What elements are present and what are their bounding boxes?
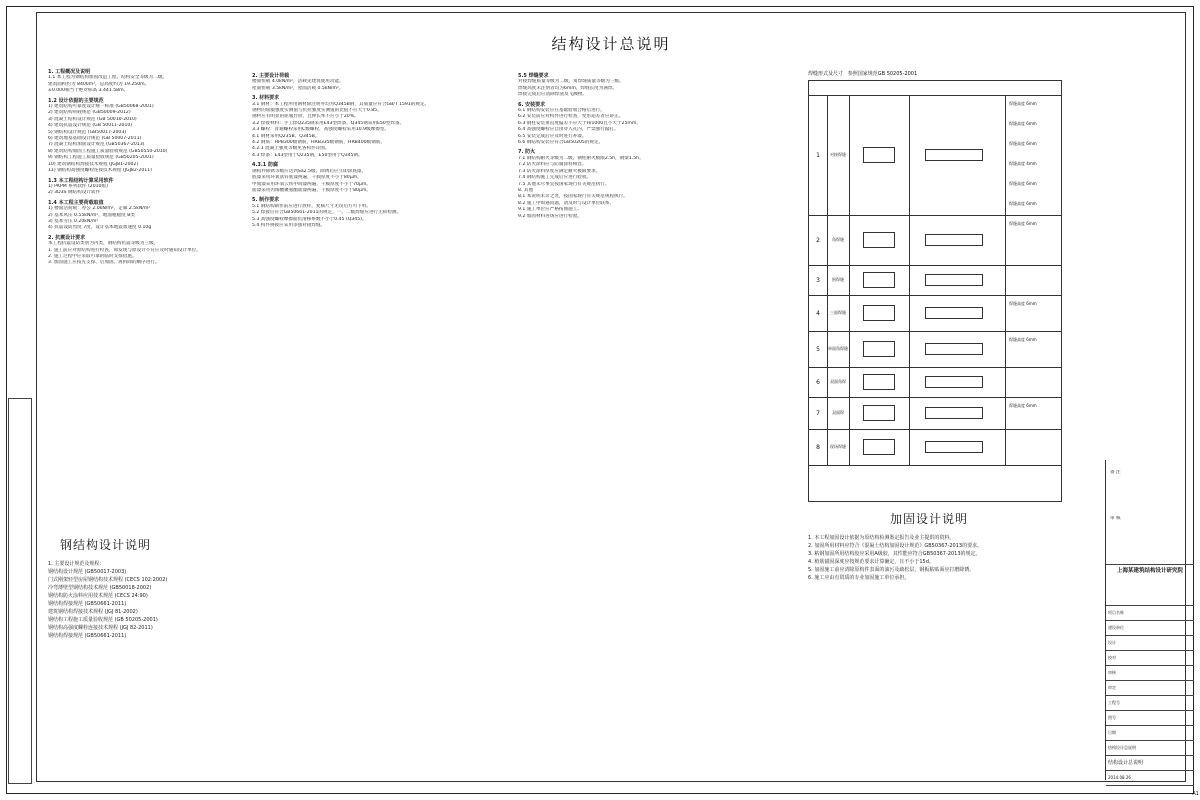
weld-row-name: 双面角焊 (827, 367, 850, 397)
section-heading: 7. 防火 (518, 149, 536, 156)
weld-row (809, 367, 1061, 398)
title-block-cell: 审定 (1106, 681, 1194, 696)
notes-column-3 (518, 70, 798, 220)
note-line: 3.3 螺栓：普通螺栓采用C级螺栓，高强度螺栓采用10.9级摩擦型。 (252, 127, 390, 133)
title-block-cell: 工程号 (1106, 696, 1194, 711)
weld-shape-icon (863, 272, 895, 288)
title-block-org: 上海某建筑结构设计研究院 (1106, 564, 1194, 606)
section-heading: 1.3 本工程结构计算采用软件 (48, 177, 114, 184)
weld-section-sketch (849, 95, 910, 215)
note-line: 8.2 施工中如遇问题，请及时与设计单位联系。 (518, 200, 615, 206)
section-heading: 5. 制作要求 (252, 197, 280, 204)
weld-row-name: 三面焊缝 (827, 295, 850, 331)
weld-table (808, 80, 1062, 502)
weld-shape-icon (863, 147, 895, 163)
section-heading: 6. 安装要求 (518, 101, 546, 108)
note-line: 钢结构工程施工质量验收规范 (GB 50205-2001) (48, 617, 158, 623)
section-heading: 5.5 焊缝要求 (518, 73, 549, 79)
note-line: 1) PKPM 系列软件 (2010版) (48, 183, 108, 189)
weld-row-name: 现场焊缝 (827, 429, 850, 465)
drawing-name: 结构设计总说明 (1106, 756, 1194, 771)
weld-row-name: 单面角焊缝 (827, 331, 850, 367)
weld-row (809, 331, 1061, 368)
note-line: 钢结构防火涂料应用技术规范 (CECS 24:90) (48, 593, 148, 599)
note-line: 6.2 安装前应对构件进行检查，变形超差者应矫正。 (518, 114, 624, 120)
note-line: 面漆采用丙烯酸聚氨酯面漆两遍，干膜厚度不小于80μm。 (252, 187, 371, 193)
weld-detail-sketch (909, 95, 1006, 215)
note-line: 7.1 钢结构耐火等级为二级，钢柱耐火极限2.5h，钢梁1.5h。 (518, 155, 644, 161)
note-line: 8. 其他 (518, 187, 534, 193)
title-block-cell: 校对 (1106, 651, 1194, 666)
weld-shape-icon (863, 305, 895, 321)
note-line: 9.2 加固材料进场应进行检验。 (518, 213, 582, 219)
weld-note: 焊缝高度 6mm (1009, 301, 1037, 306)
section-heading: 1. 工程概况及说明 (48, 69, 91, 75)
weld-row-number: 1 (809, 95, 828, 215)
weld-row-number: 3 (809, 265, 828, 295)
note-line: 2. 施工过程中应采取可靠的临时支撑措施。 (48, 253, 137, 259)
title-block (1105, 460, 1194, 780)
weld-symbol-icon (925, 274, 983, 286)
weld-row-name: 角焊缝 (827, 215, 850, 265)
note-line: 2) 基本风压 0.55kN/m²，地面粗糙度 B类 (48, 212, 135, 218)
note-line: 5.2 焊接应符合GB50661-2011的规定，一、二级焊缝应进行无损检测。 (252, 210, 402, 216)
section-heading: 4.3.1 防腐 (252, 162, 278, 169)
weld-note: 焊缝高度 6mm (1009, 221, 1037, 226)
page-number: A1 (1192, 791, 1199, 797)
weld-table-head-row (809, 81, 1061, 96)
weld-symbol-icon (925, 441, 983, 453)
weld-section-sketch (849, 295, 910, 331)
note-line: 3. 加固施工应按先支撑、后加固、再拆除的顺序进行。 (48, 260, 160, 266)
note-line: 4.1 钢材采用Q235B、Q345B。 (252, 133, 320, 139)
weld-shape-icon (863, 374, 895, 390)
weld-row-name: 围焊缝 (827, 265, 850, 295)
weld-row-number: 7 (809, 397, 828, 429)
reinforce-notes (808, 534, 1058, 582)
weld-row-name: 双面焊 (827, 397, 850, 429)
weld-row (809, 265, 1061, 296)
weld-symbol-icon (925, 343, 983, 355)
note-line: 6.1 钢结构安装应在基础验收合格后进行。 (518, 108, 605, 114)
note-line: 7.2 防火涂料应与防腐涂料相容。 (518, 162, 587, 168)
note-line: 焊缝高度未注明者均为6mm，焊缝长度为满焊。 (518, 85, 618, 91)
note-line: 4) 建筑抗震设计规范 (GB 50011-2010) (48, 123, 133, 129)
note-line: 1.1 本工程为钢结构加固改造工程，结构安全等级为二级。 (48, 75, 168, 81)
title-block-cell: 建设单位 (1106, 621, 1194, 636)
title-block-cell: 项目名称 (1106, 606, 1194, 621)
section-heading: 1.4 本工程主要荷载取值 (48, 199, 104, 206)
note-line: 钢材的屈服强度实测值与抗拉强度实测值的比值不应大于0.85。 (252, 108, 382, 114)
note-line: 钢结构高强度螺栓连接技术规程 (JGJ 82-2011) (48, 625, 153, 631)
note-line: ±0.000相当于绝对标高 3.441.58m。 (48, 88, 129, 94)
title-block-cell: 日期 (1106, 726, 1194, 741)
note-line: 本工程抗震设防类别为丙类，钢结构抗震等级为三级。 (48, 241, 159, 247)
weld-note: 焊缝高度 6mm (1009, 121, 1037, 126)
note-line: 6.5 安装完成后应及时进行补漆。 (518, 133, 587, 139)
weld-symbol-icon (925, 307, 983, 319)
title-block-cell: 结构设计总说明 (1106, 741, 1194, 756)
note-line: 4.2.1 混凝土强度等级见各构件详图。 (252, 146, 330, 152)
note-line: 9) 钢结构工程施工质量验收规范 (GB50205-2001) (48, 155, 154, 161)
note-line: 7.4 钢结构施工完成后应进行验收。 (518, 175, 592, 181)
note-line: 6. 施工应由有资质的专业加固施工单位承担。 (808, 575, 910, 581)
note-line: 4.2 钢筋：HPB300级钢筋，HRB335级钢筋，HRB400级钢筋。 (252, 140, 385, 146)
note-line: 6) 建筑地基基础设计规范 (GB 50007-2011) (48, 136, 142, 142)
weld-row-number: 4 (809, 295, 828, 331)
weld-symbol-icon (925, 234, 983, 246)
weld-section-sketch (849, 429, 910, 465)
weld-shape-icon (863, 232, 895, 248)
weld-detail-sketch (909, 265, 1006, 295)
weld-section-sketch (849, 265, 910, 295)
weld-detail-sketch (909, 295, 1006, 331)
note-line: 焊接完成后应清除焊渣及飞溅物。 (518, 92, 587, 98)
weld-row-name: 对接焊缝 (827, 95, 850, 215)
remark-label: 备 注 (1110, 470, 1121, 475)
weld-table-header: 焊缝形式及尺寸 参照国家规范GB 50205-2001 (808, 71, 918, 77)
weld-shape-icon (863, 439, 895, 455)
weld-row (809, 215, 1061, 266)
note-line: 6.4 高强度螺栓应自由穿入孔内，严禁强行敲打。 (518, 127, 619, 133)
review-label: 审 核 (1110, 516, 1121, 522)
note-line: 底漆采用环氧富锌底漆两遍，干膜厚度不小于80μm。 (252, 175, 362, 181)
section-heading: 1.2 设计依据的主要规范 (48, 97, 104, 104)
weld-note: 焊缝高度 6mm (1009, 141, 1037, 146)
weld-note: 焊缝高度 4mm (1009, 161, 1037, 166)
weld-section-sketch (849, 367, 910, 397)
note-line: 钢构件除锈等级应达到Sa2.5级，除锈后应立即涂底漆。 (252, 168, 367, 174)
weld-note: 焊缝高度 6mm (1009, 101, 1037, 106)
note-line: 7.3 防火涂料厚度应满足耐火极限要求。 (518, 168, 601, 174)
weld-symbol-icon (925, 149, 983, 161)
notes-column-2 (252, 70, 507, 229)
note-line: 钢结构设计规范 (GB50017-2003) (48, 569, 127, 575)
note-line: 钢结构焊接规范 (GB50661-2011) (48, 633, 127, 639)
note-line: 8.1 本说明未详之处，按国家现行有关规范规程执行。 (518, 194, 628, 200)
note-line: 6.3 钢柱安装垂直度偏差不应大于H/1000且不大于25mm。 (518, 120, 641, 126)
weld-section-sketch (849, 215, 910, 265)
weld-shape-icon (863, 405, 895, 421)
note-line: 6.6 钢结构安装应符合GB50205的规定。 (518, 140, 604, 146)
note-line: 1. 本工程加固设计依据为原结构检测鉴定报告及业主提供的资料。 (808, 535, 955, 541)
note-line: 对接焊缝质量等级为二级，角焊缝质量等级为三级。 (518, 79, 624, 85)
note-line: 1. 主要设计规范及规程： (48, 561, 105, 567)
note-line: 屋面恒载 3.5kN/m²，屋面活载 0.5kN/m²。 (252, 85, 344, 91)
weld-row-number: 6 (809, 367, 828, 397)
note-line: 3.2 焊接材料：手工焊Q235钢采用E43型焊条，Q345钢采用E50型焊条。 (252, 120, 405, 126)
weld-note: 焊缝高度 6mm (1009, 403, 1037, 408)
weld-row (809, 429, 1061, 466)
note-line: 11) 钢结构高强度螺栓连接技术规程 (JGJ82-2011) (48, 168, 152, 174)
weld-row (809, 95, 1061, 216)
note-line: 1) 楼面活荷载：办公 2.0kN/m²，走廊 2.5kN/m² (48, 206, 151, 212)
weld-note: 焊缝高度 6mm (1009, 337, 1037, 342)
note-line: 8) 建筑结构加固工程施工质量验收规范 (GB50550-2010) (48, 148, 168, 154)
note-line: 3.1 钢材：本工程所用钢材除注明外均为Q345B钢，其质量应符合GB/T 1591的规定。 (252, 101, 430, 107)
weld-note: 焊缝高度 6mm (1009, 201, 1037, 206)
note-line: 3) 混凝土结构设计规范 (GB 50010-2010) (48, 116, 137, 122)
steel-notes (48, 560, 248, 640)
note-line: 4) 抗震设防烈度 7度，设计基本地震加速度 0.10g (48, 225, 152, 231)
weld-row-number: 2 (809, 215, 828, 265)
note-line: 3. 粘钢加固所用结构胶应采用A级胶，其性能应符合GB50367-2013的规定。 (808, 551, 981, 557)
reinforce-section-title: 加固设计说明 (890, 512, 969, 526)
weld-detail-sketch (909, 397, 1006, 429)
note-line: 楼面恒载 4.0kN/m²，活载见建筑使用功能。 (252, 79, 344, 85)
weld-row (809, 397, 1061, 430)
note-line: 3) 基本雪压 0.20kN/m² (48, 218, 99, 224)
note-line: 中间漆采用环氧云铁中间漆两遍，干膜厚度不小于70μm。 (252, 181, 371, 187)
note-line: 2) 3D3S 钢结构设计软件 (48, 190, 101, 196)
main-title: 结构设计总说明 (551, 35, 671, 53)
weld-symbol-icon (925, 376, 983, 388)
note-line: 1. 施工前应对原结构进行检查，如发现与原设计不符应及时通知设计单位。 (48, 247, 201, 253)
note-line: 钢材应有明显的屈服台阶，且伸长率不应小于20%。 (252, 114, 359, 120)
title-block-cell: 图号 (1106, 711, 1194, 726)
note-line: 2. 加固所用材料应符合《混凝土结构加固设计规范》GB50367-2013的要求。 (808, 543, 983, 549)
note-line: 钢结构焊接规范 (GB50661-2011) (48, 601, 127, 607)
note-line: 7) 混凝土结构加固设计规范 (GB50367-2013) (48, 142, 145, 148)
note-line: 门式刚架轻型房屋钢结构技术规程 (CECS 102:2002) (48, 577, 168, 583)
note-line: 10) 建筑钢结构焊接技术规程 (JGJ81-2002) (48, 161, 139, 167)
drawing-date: 2014.08.26 (1106, 771, 1194, 786)
weld-detail-sketch (909, 367, 1006, 397)
note-line: 5) 钢结构设计规范 (GB50017-2003) (48, 129, 127, 135)
weld-detail-sketch (909, 331, 1006, 367)
weld-detail-sketch (909, 429, 1006, 465)
weld-detail-sketch (909, 215, 1006, 265)
section-heading: 2. 抗震设计要求 (48, 234, 86, 241)
weld-row (809, 295, 1061, 332)
note-line: 冷弯薄壁型钢结构技术规范 (GB50018-2002) (48, 585, 152, 591)
weld-note: 焊缝高度 6mm (1009, 181, 1037, 186)
note-line: 2) 建筑结构荷载规范 (GB50009-2012) (48, 110, 131, 116)
note-line: 4. 植筋锚固深度应按规范要求计算确定，且不小于15d。 (808, 559, 934, 565)
steel-section-title: 钢结构设计说明 (60, 538, 152, 552)
weld-shape-icon (863, 341, 895, 357)
note-line: 7.5 其他未尽事宜按国家现行有关规范执行。 (518, 181, 610, 187)
note-line: 4.3 焊条：E43型用于Q235钢，E50型用于Q345钢。 (252, 152, 363, 158)
title-block-cell: 审核 (1106, 666, 1194, 681)
weld-row-number: 5 (809, 331, 828, 367)
note-line: 5. 加固施工前应清除原构件表面的油污及疏松层，钢板粘贴面应打磨除锈。 (808, 567, 975, 573)
section-heading: 3. 材料要求 (252, 95, 280, 102)
title-block-cell: 设计 (1106, 636, 1194, 651)
note-line: 建筑钢结构焊接技术规程 (JGJ 81-2002) (48, 609, 138, 615)
note-line: 5.3 高强度螺栓摩擦面抗滑移系数不小于0.45 (Q345)。 (252, 216, 367, 222)
weld-section-sketch (849, 331, 910, 367)
weld-row-number: 8 (809, 429, 828, 465)
note-line: 1) 建筑结构可靠度设计统一标准 (GB50068-2001) (48, 104, 154, 110)
note-line: 建筑面积约为 8400m²，总高度约为 19.250m。 (48, 81, 150, 87)
note-line: 5.1 钢结构制作前应进行放样，复核尺寸无误后方可下料。 (252, 203, 372, 209)
note-line: 5.4 构件拼接应采用等强对接焊缝。 (252, 222, 326, 228)
note-line: 9.1 施工单位应严格按图施工。 (518, 207, 582, 213)
weld-section-sketch (849, 397, 910, 429)
binding-strip (8, 398, 32, 784)
section-heading: 2. 主要设计荷载 (252, 73, 290, 79)
notes-column-1 (48, 66, 243, 267)
weld-symbol-icon (925, 407, 983, 419)
